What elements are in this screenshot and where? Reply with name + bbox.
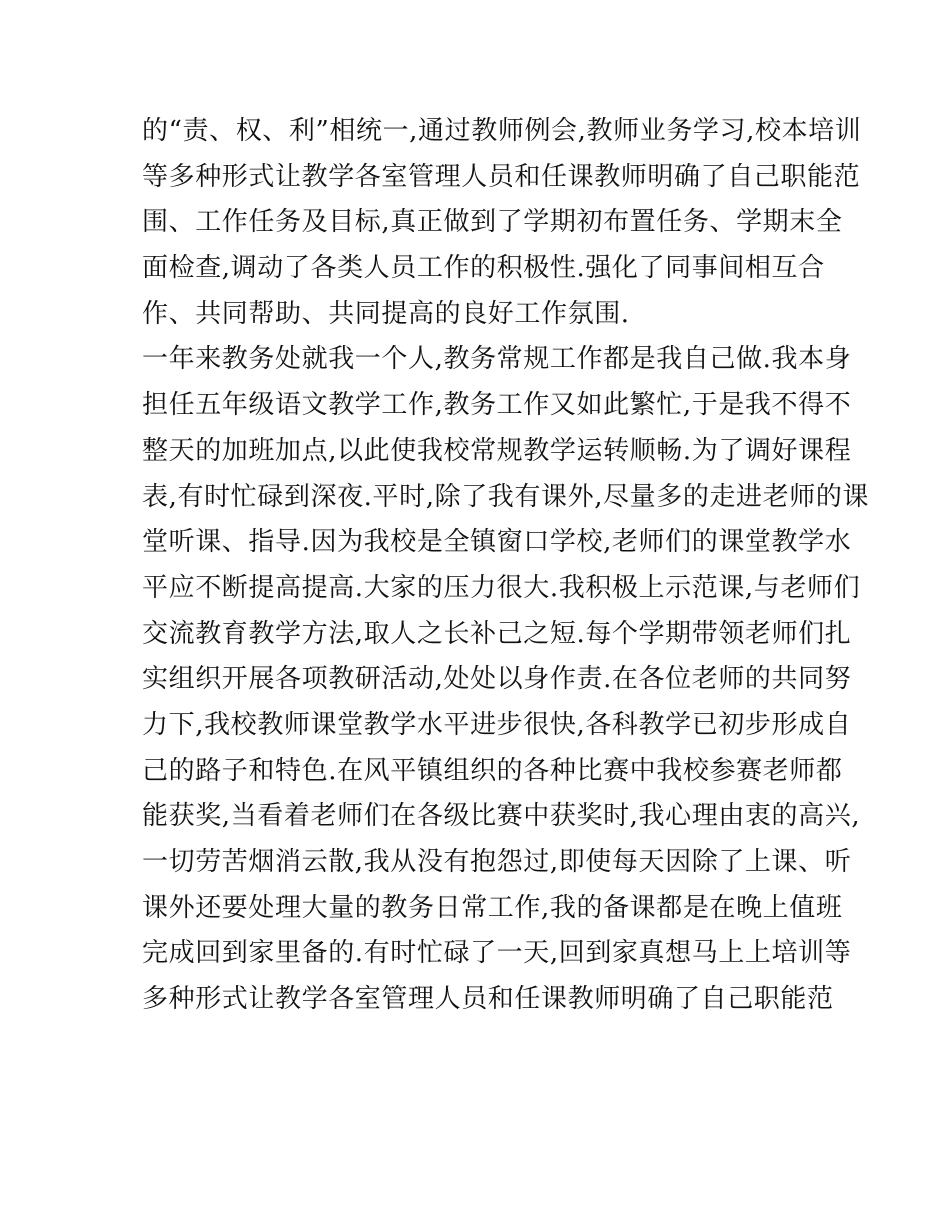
text-line: 整天的加班加点,以此使我校常规教学运转顺畅.为了调好课程 <box>142 435 852 466</box>
text-line: 课外还要处理大量的教务日常工作,我的备课都是在晚上值班 <box>142 892 843 923</box>
text-line: 作、共同帮助、共同提高的良好工作氛围. <box>142 298 630 329</box>
text-line: 表,有时忙碌到深夜.平时,除了我有课外,尽量多的走进老师的课 <box>142 481 870 512</box>
text-line: 堂听课、指导.因为我校是全镇窗口学校,老师们的课堂教学水 <box>142 527 852 558</box>
text-line: 能获奖,当看着老师们在各级比赛中获奖时,我心理由衷的高兴, <box>142 801 861 832</box>
text-line: 担任五年级语文教学工作,教务工作又如此繁忙,于是我不得不 <box>142 390 852 421</box>
text-line: 力下,我校教师课堂教学水平进步很快,各科教学已初步形成自 <box>142 709 852 740</box>
text-line: 围、工作任务及目标,真正做到了学期初布置任务、学期末全 <box>142 207 843 238</box>
text-line: 完成回到家里备的.有时忙碌了一天,回到家真想马上上培训等 <box>142 938 852 969</box>
text-line: 交流教育教学方法,取人之长补己之短.每个学期带领老师们扎 <box>142 618 852 649</box>
text-line: 己的路子和特色.在风平镇组织的各种比赛中我校参赛老师都 <box>142 755 843 786</box>
text-line: 实组织开展各项教研活动,处处以身作责.在各位老师的共同努 <box>142 664 852 695</box>
text-line: 的“责、权、利”相统一,通过教师例会,教师业务学习,校本培训 <box>142 116 862 146</box>
text-line: 一切劳苦烟消云散,我从没有抱怨过,即使每天因除了上课、听 <box>142 847 852 877</box>
text-line: 平应不断提高提高.大家的压力很大.我积极上示范课,与老师们 <box>142 572 861 603</box>
text-line: 一年来教务处就我一个人,教务常规工作都是我自己做.我本身 <box>142 344 852 375</box>
text-line: 多种形式让教学各室管理人员和任课教师明确了自己职能范 <box>142 984 834 1015</box>
text-line: 等多种形式让教学各室管理人员和任课教师明确了自己职能范 <box>142 161 861 192</box>
body-text <box>142 109 870 1023</box>
text-line: 面检查,调动了各类人员工作的积极性.强化了同事间相互合 <box>142 253 825 284</box>
